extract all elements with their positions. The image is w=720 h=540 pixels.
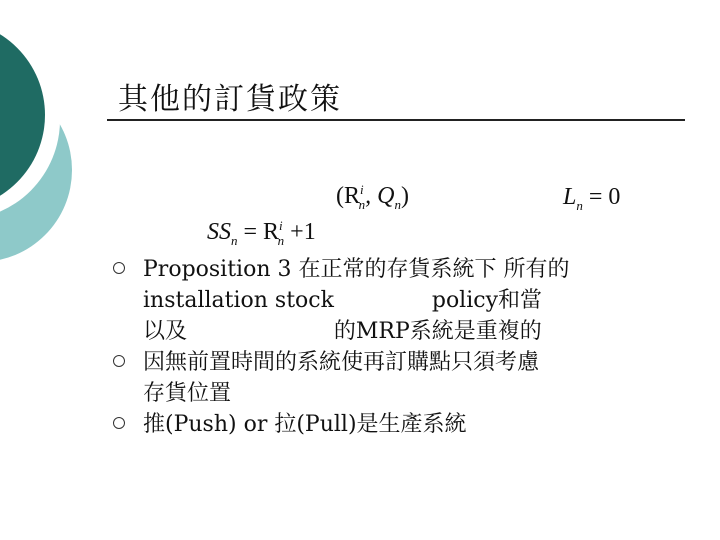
formula-lead-time: $L_n = 0$ <box>563 184 621 213</box>
bullet-item <box>113 347 693 409</box>
bullet-marker <box>113 355 125 367</box>
formula-safety-stock: $SS_n = R^i_n +1$ <box>207 218 316 248</box>
bullet-list <box>113 254 693 440</box>
bullet-line: installation stock policy和當 <box>143 288 543 313</box>
decorative-circles <box>0 0 120 300</box>
title-underline <box>107 119 685 121</box>
bullet-line: 以及 的MRP系統是重複的 <box>143 319 542 344</box>
bullet-item <box>113 254 693 347</box>
bullet-marker <box>113 262 125 274</box>
formula-pair: ($R^i_n$, $Q_n$) <box>336 182 409 212</box>
bullet-marker <box>113 417 125 429</box>
bullet-line: 因無前置時間的系統使再訂購點只須考慮 <box>143 350 540 375</box>
bullet-line: Proposition 3 在正常的存貨系統下 所有的 <box>143 257 570 282</box>
bullet-item <box>113 409 693 440</box>
bullet-line: 推(Push) or 拉(Pull)是生產系統 <box>143 412 467 437</box>
slide-title: 其他的訂貨政策 <box>118 82 342 117</box>
bullet-line: 存貨位置 <box>143 381 232 406</box>
